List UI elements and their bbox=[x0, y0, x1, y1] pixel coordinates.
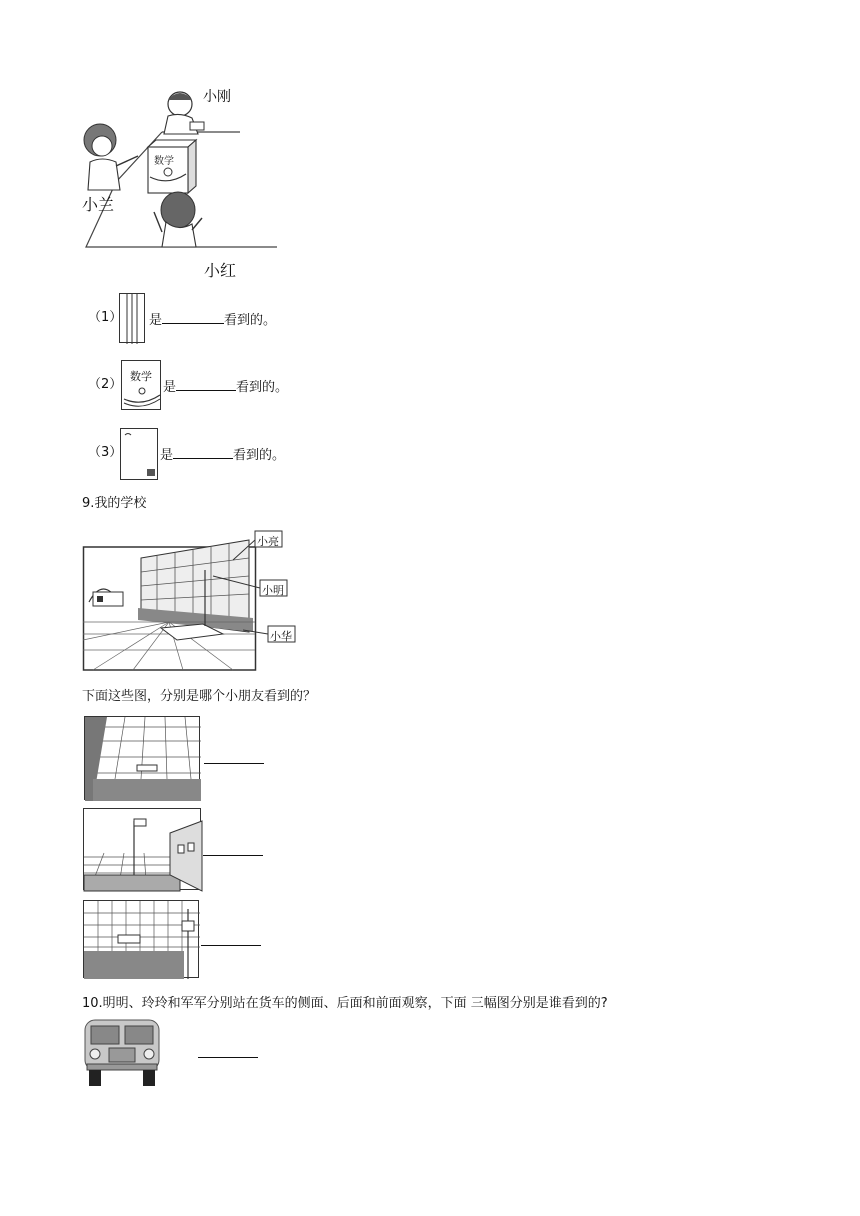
item-post: 看到的。 bbox=[236, 380, 289, 395]
answer-blank[interactable] bbox=[173, 444, 233, 459]
answer-blank-view-2[interactable] bbox=[203, 855, 263, 856]
answer-blank[interactable] bbox=[162, 309, 224, 324]
viewer-label-2: 小明 bbox=[262, 584, 284, 597]
name-label-bottom: 小红 bbox=[204, 261, 237, 280]
answer-blank-view-3[interactable] bbox=[201, 945, 261, 946]
front-view-icon bbox=[121, 360, 161, 410]
truck-front-picture bbox=[81, 1018, 163, 1086]
q9-instruction: 下面这些图，分别是哪个小朋友看到的？ bbox=[82, 689, 317, 704]
q8-item-2-answer bbox=[163, 376, 288, 397]
view-picture-2 bbox=[83, 808, 201, 890]
item-number: （2） bbox=[88, 377, 123, 392]
view-3-drawing bbox=[84, 901, 200, 979]
view-picture-1 bbox=[84, 716, 200, 800]
view-picture-3 bbox=[83, 900, 199, 978]
item-post: 看到的。 bbox=[233, 448, 286, 463]
q8-item-1-answer bbox=[149, 309, 276, 330]
q8-scene-drawing bbox=[80, 82, 280, 282]
answer-blank-truck-1[interactable] bbox=[198, 1057, 258, 1058]
side-view-icon bbox=[119, 293, 145, 343]
view-1-drawing bbox=[85, 717, 201, 801]
answer-blank-view-1[interactable] bbox=[204, 763, 264, 764]
answer-blank[interactable] bbox=[176, 376, 236, 391]
q9-title: 9.我的学校 bbox=[82, 496, 147, 511]
item-number: （3） bbox=[88, 445, 123, 460]
q10-title: 10.明明、玲玲和军军分别站在货车的侧面、后面和前面观察，下面 三幅图分别是谁看到的? bbox=[82, 996, 608, 1011]
school-scene-drawing bbox=[83, 530, 298, 672]
book-cover-drawing bbox=[122, 361, 162, 411]
item-pre: 是 bbox=[160, 448, 174, 463]
book-cover-title: 数学 bbox=[130, 370, 152, 383]
truck-front-drawing bbox=[81, 1018, 163, 1086]
item-pre: 是 bbox=[149, 313, 163, 328]
item-pre: 是 bbox=[163, 380, 177, 395]
q8-item-1 bbox=[88, 309, 122, 327]
book-title: 数学 bbox=[154, 156, 174, 167]
item-post: 看到的。 bbox=[224, 313, 277, 328]
viewer-label-1: 小亮 bbox=[257, 535, 279, 548]
back-cover-drawing bbox=[121, 429, 159, 481]
name-label-left: 小兰 bbox=[82, 195, 115, 214]
q8-item-2 bbox=[88, 376, 122, 394]
view-2-drawing bbox=[84, 809, 202, 891]
vertical-lines-drawing bbox=[120, 294, 146, 344]
q8-item-3 bbox=[88, 444, 122, 462]
item-number: （1） bbox=[88, 310, 123, 325]
q8-item-3-answer bbox=[160, 444, 285, 465]
school-scene-illustration bbox=[83, 530, 298, 672]
viewer-label-3: 小华 bbox=[270, 630, 292, 643]
q8-scene-illustration bbox=[80, 82, 280, 282]
name-label-top: 小刚 bbox=[203, 89, 231, 105]
back-view-icon bbox=[120, 428, 158, 480]
